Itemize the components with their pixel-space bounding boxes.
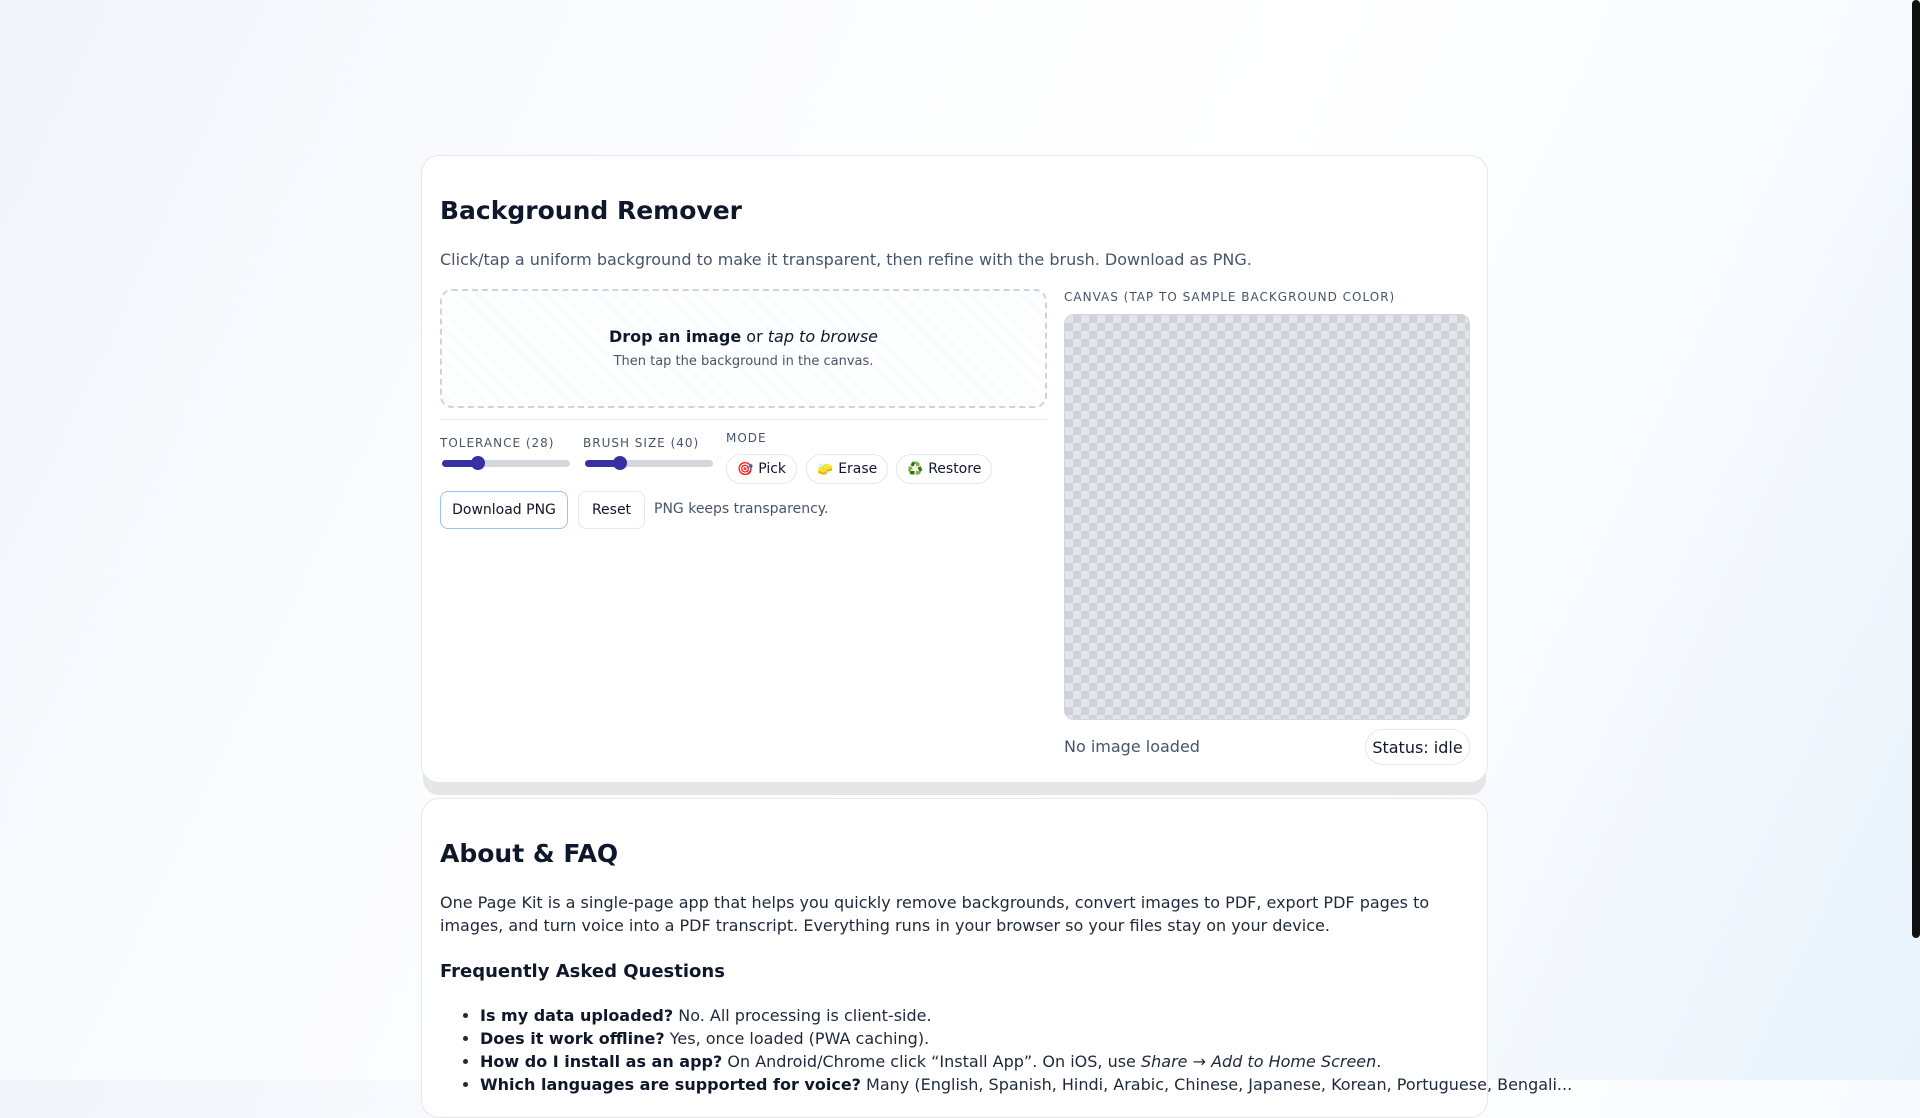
download-png-button[interactable]: Download PNG — [440, 491, 568, 529]
mode-pick-button[interactable] — [726, 454, 797, 484]
brush-size-slider[interactable] — [585, 454, 713, 472]
faq-item — [480, 1004, 1490, 1027]
recycle-icon: ♻️ — [907, 461, 924, 477]
divider — [440, 419, 1047, 420]
mode-restore-button[interactable] — [896, 454, 992, 484]
image-canvas[interactable] — [1064, 314, 1470, 720]
faq-item — [480, 1027, 1490, 1050]
faq-question: Does it work offline? — [480, 1029, 665, 1048]
mode-restore-label: Restore — [928, 461, 982, 477]
png-hint: PNG keeps transparency. — [654, 501, 829, 517]
faq-question: Which languages are supported for voice? — [480, 1075, 861, 1094]
status-badge: Status: idle — [1365, 729, 1470, 765]
page-scrollbar[interactable] — [1912, 0, 1920, 1080]
tool-title: Background Remover — [440, 196, 742, 225]
tolerance-label: TOLERANCE (28) — [440, 436, 555, 450]
dropzone-prompt — [442, 327, 1045, 346]
canvas-label: CANVAS (TAP TO SAMPLE BACKGROUND COLOR) — [1064, 290, 1396, 304]
reset-button[interactable]: Reset — [578, 491, 645, 529]
image-state-text: No image loaded — [1064, 737, 1200, 756]
about-faq-card — [421, 798, 1573, 1118]
faq-answer: On Android/Chrome click “Install App”. On iOS, use — [722, 1052, 1141, 1071]
mode-erase-label: Erase — [838, 461, 878, 477]
mode-pick-label: Pick — [758, 461, 787, 477]
faq-item — [480, 1050, 1490, 1073]
background-remover-card — [421, 155, 1488, 783]
faq-list — [462, 1004, 1573, 1096]
scrollbar-thumb[interactable] — [1912, 0, 1920, 938]
faq-answer: Yes, once loaded (PWA caching). — [664, 1029, 930, 1048]
image-dropzone[interactable] — [440, 289, 1047, 408]
tolerance-slider[interactable] — [442, 454, 570, 472]
faq-title: About & FAQ — [440, 839, 619, 868]
faq-answer: Many (English, Spanish, Hindi, Arabic, Chinese, Japanese, Korean, Portuguese, Bengali... — [860, 1075, 1573, 1094]
faq-answer-end: . — [1376, 1052, 1382, 1071]
faq-question: How do I install as an app? — [480, 1052, 723, 1071]
mode-label: MODE — [726, 431, 767, 445]
dropzone-subtext: Then tap the background in the canvas. — [613, 354, 874, 369]
target-icon: 🎯 — [737, 461, 754, 477]
brush-size-thumb[interactable] — [613, 456, 627, 470]
dropzone-prompt-bold: Drop an image — [608, 327, 742, 346]
faq-answer: No. All processing is client-side. — [673, 1006, 932, 1025]
tool-description: Click/tap a uniform background to make it transparent, then refine with the brush. Download as PNG. — [440, 250, 1252, 269]
dropzone-prompt-or: or — [741, 327, 768, 346]
brush-size-label: BRUSH SIZE (40) — [583, 436, 700, 450]
faq-answer-italic: Share → Add to Home Screen — [1140, 1052, 1377, 1071]
about-paragraph: One Page Kit is a single-page app that helps you quickly remove backgrounds, convert images to PDF, export PDF pages to images, and turn voice into a PDF transcript. Everything runs in your browser so your files stay on your device. — [440, 893, 1430, 935]
dropzone-browse-link[interactable]: tap to browse — [767, 327, 878, 346]
tolerance-thumb[interactable] — [471, 456, 485, 470]
faq-subtitle: Frequently Asked Questions — [440, 961, 725, 982]
faq-item — [480, 1073, 1573, 1096]
faq-question: Is my data uploaded? — [480, 1006, 674, 1025]
mode-erase-button[interactable] — [806, 454, 888, 484]
sponge-icon: 🧽 — [817, 461, 834, 477]
